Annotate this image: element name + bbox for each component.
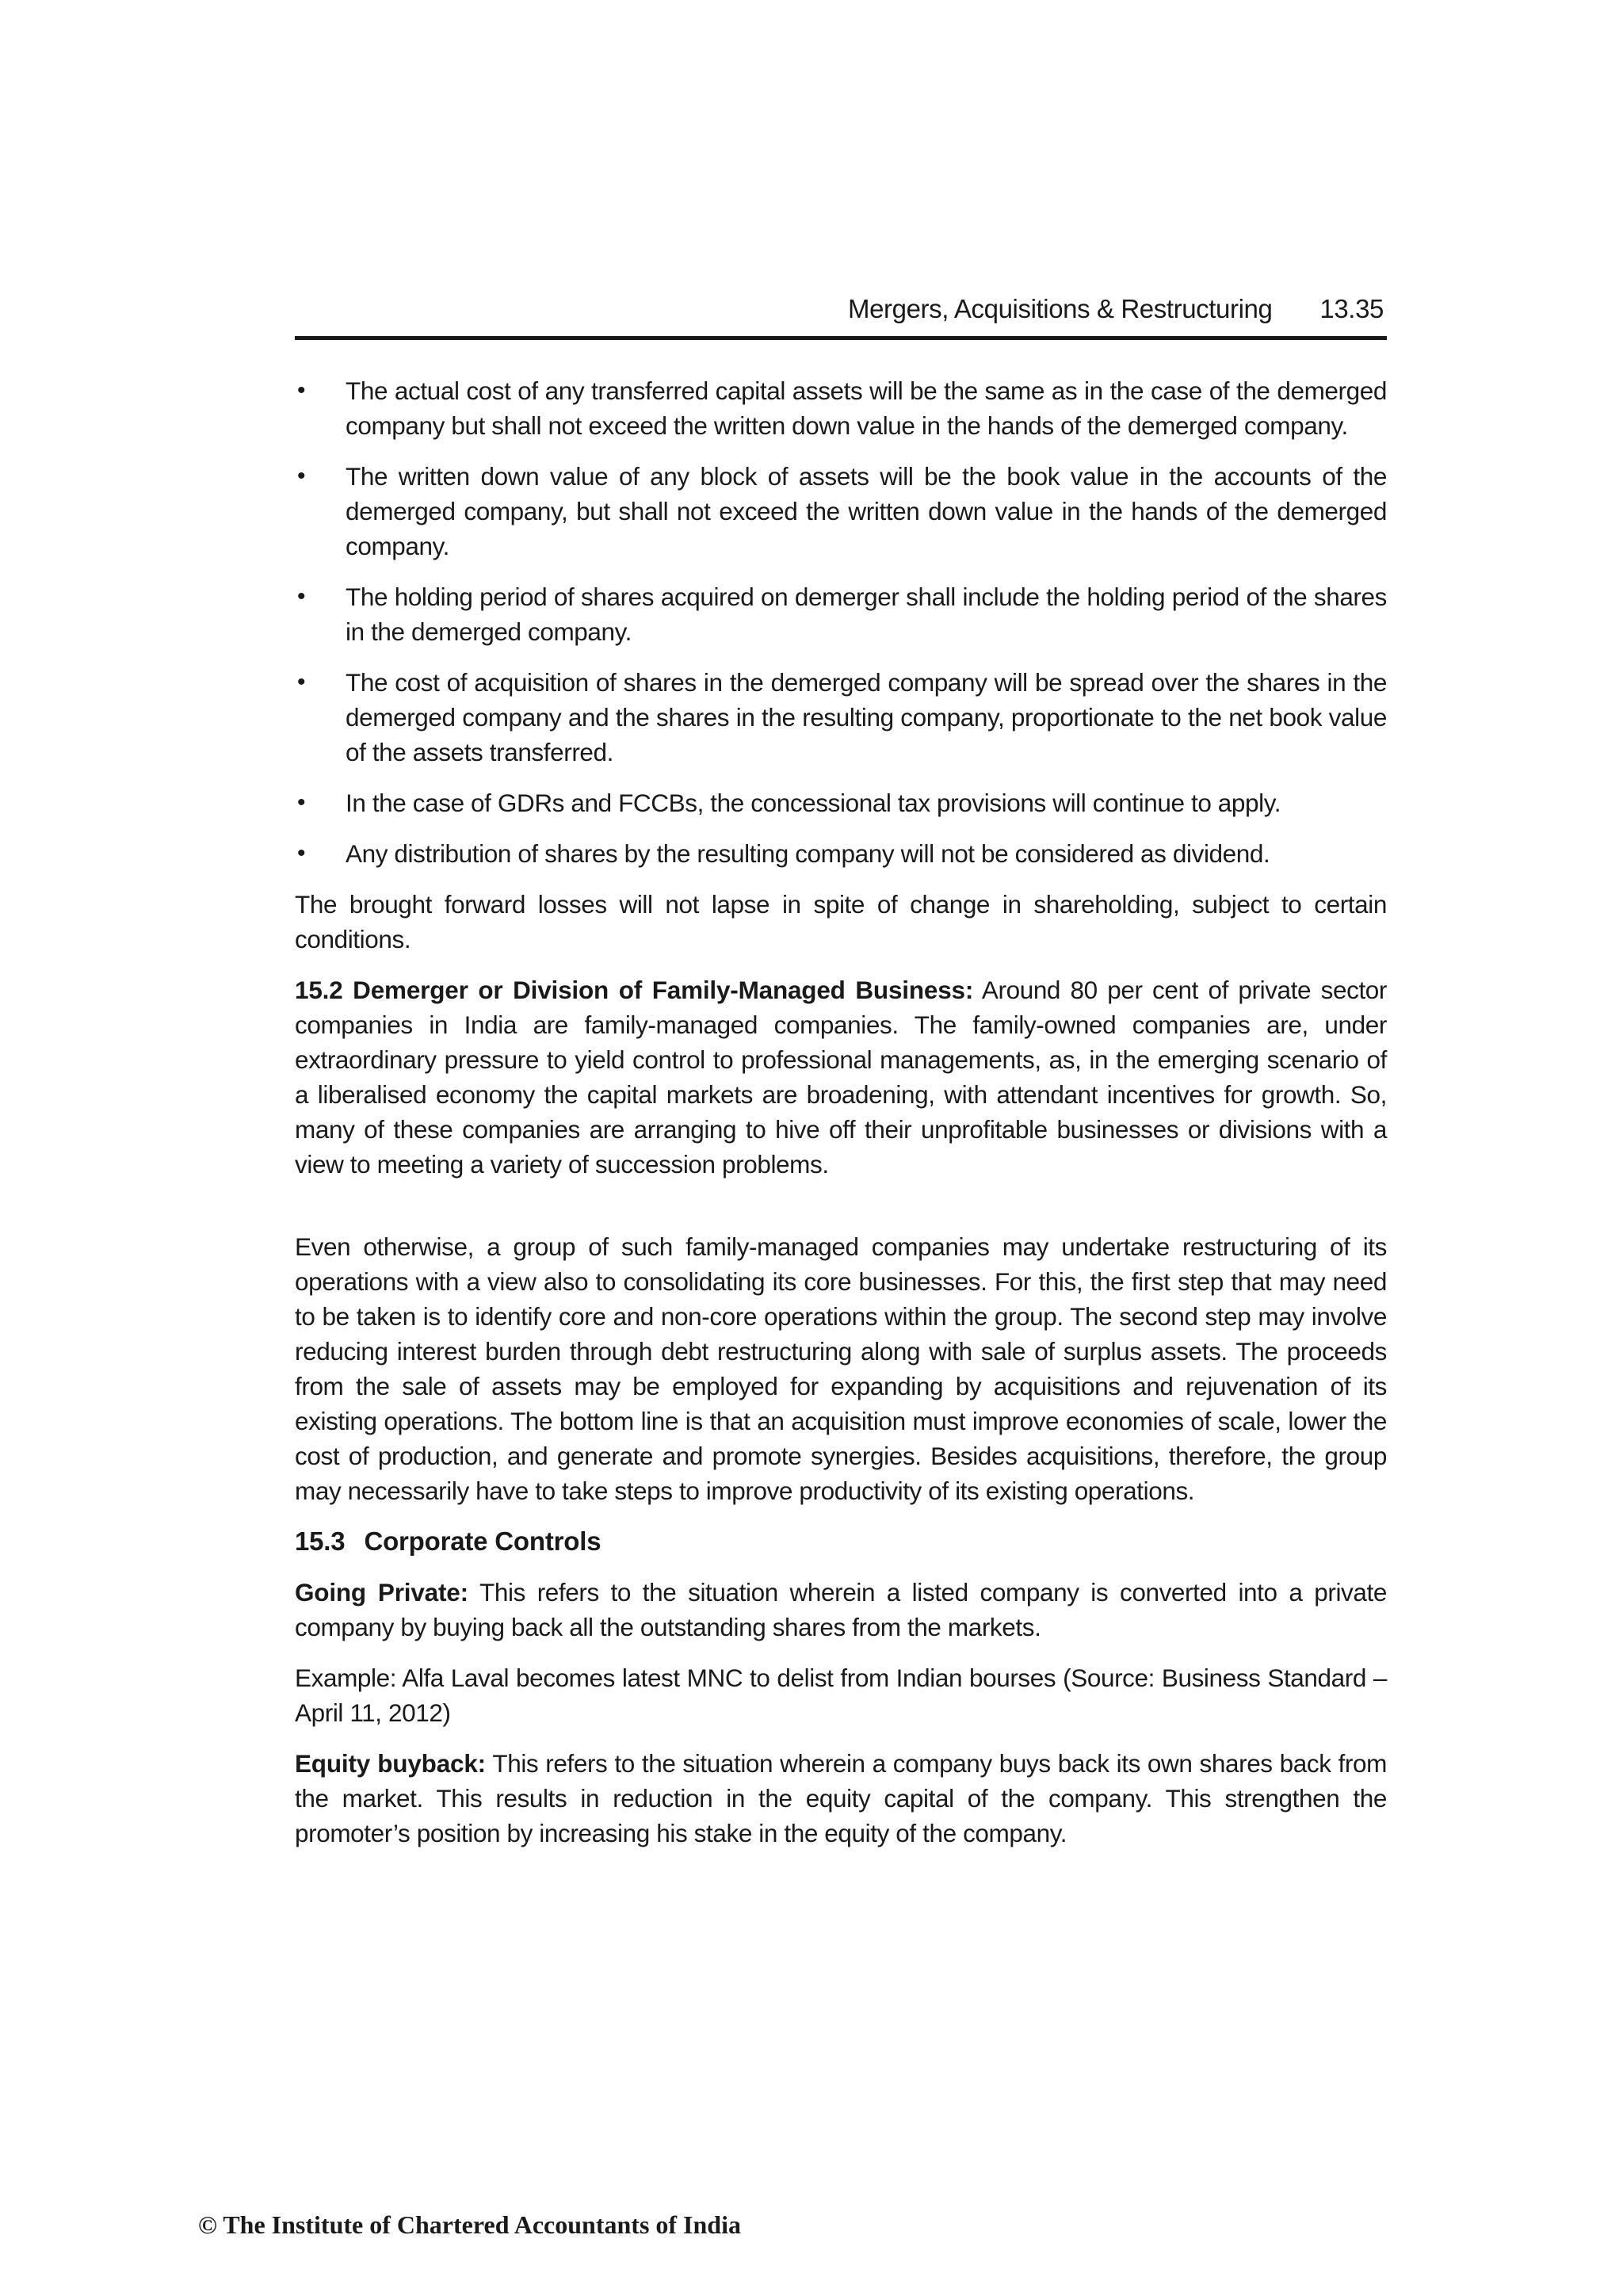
bullet-icon: • bbox=[297, 669, 306, 695]
list-item: • The written down value of any block of assets will be the book value in the accounts of the demerged company, but shall not exceed the written down value in the hands of the demerged company. bbox=[295, 459, 1387, 563]
list-item: • Any distribution of shares by the resulting company will not be considered as dividend. bbox=[295, 836, 1387, 871]
family-business-paragraph: 15.2 Demerger or Division of Family-Managed Business: Around 80 per cent of private sector companies in India are family-managed companies. The family-owned companies are, under extraordinary pressure to yield control to professional managements, as, in the emerging scenario of a liberalised economy the capital markets are broadening, with attendant incentives for growth. So, many of these companies are arranging to hive off their unprofitable businesses or divisions with a view to meeting a variety of succession problems. bbox=[295, 976, 1387, 1179]
page-number: 13.35 bbox=[1319, 294, 1384, 323]
losses-paragraph: The brought forward losses will not lapse in spite of change in shareholding, subject to certain conditions. bbox=[295, 890, 1387, 953]
term-equity-buyback: Equity buyback: bbox=[295, 1749, 486, 1778]
bullet-icon: • bbox=[297, 463, 306, 489]
equity-buyback-paragraph: Equity buyback: This refers to the situation wherein a company buys back its own shares back from the market. This results in reduction in the equity capital of the company. This strengthen the promoter’s position by increasing his stake in the equity of the company. bbox=[295, 1749, 1387, 1847]
bullet-icon: • bbox=[297, 377, 306, 403]
bullet-icon: • bbox=[297, 789, 306, 816]
copyright-footer: © The Institute of Chartered Accountants of India bbox=[198, 2210, 741, 2239]
section-heading-15-2: 15.2 Demerger or Division of Family-Managed Business: bbox=[295, 976, 974, 1004]
section-title: Corporate Controls bbox=[364, 1526, 601, 1556]
list-item: • The actual cost of any transferred capital assets will be the same as in the case of the demerged company but shall not exceed the written down value in the hands of the demerged company. bbox=[295, 373, 1387, 443]
chapter-title: Mergers, Acquisitions & Restructuring bbox=[847, 294, 1273, 323]
list-item: • The holding period of shares acquired on demerger shall include the holding period of the shares in the demerged company. bbox=[295, 579, 1387, 649]
bullet-icon: • bbox=[297, 583, 306, 609]
page-content bbox=[295, 292, 1387, 1866]
demerger-provisions-list bbox=[295, 373, 1387, 871]
bullet-icon: • bbox=[297, 840, 306, 866]
section-heading-15-3 bbox=[295, 1524, 1387, 1559]
restructuring-paragraph: Even otherwise, a group of such family-managed companies may undertake restructuring of its operations with a view also to consolidating its core businesses. For this, the first step that may need to be taken is to identify core and non-core operations within the group. The second step may involve reducing interest burden through debt restructuring along with sale of surplus assets. The proceeds from the sale of assets may be employed for expanding by acquisitions and rejuvenation of its existing operations. The bottom line is that an acquisition must improve economies of scale, lower the cost of production, and generate and promote synergies. Besides acquisitions, therefore, the group may necessarily have to take steps to improve productivity of its existing operations. bbox=[295, 1232, 1387, 1505]
section-number: 15.3 bbox=[295, 1526, 346, 1556]
running-header bbox=[295, 292, 1387, 340]
list-item: • The cost of acquisition of shares in the demerged company will be spread over the shares in the demerged company and the shares in the resulting company, proportionate to the net book value of the assets transferred. bbox=[295, 665, 1387, 770]
going-private-paragraph: Going Private: This refers to the situation wherein a listed company is converted into a private company by buying back all the outstanding shares from the markets. bbox=[295, 1578, 1387, 1641]
list-item: • In the case of GDRs and FCCBs, the concessional tax provisions will continue to apply. bbox=[295, 785, 1387, 820]
term-going-private: Going Private: bbox=[295, 1578, 468, 1606]
example-paragraph: Example: Alfa Laval becomes latest MNC to delist from Indian bourses (Source: Business Standard – April 11, 2012) bbox=[295, 1664, 1387, 1727]
